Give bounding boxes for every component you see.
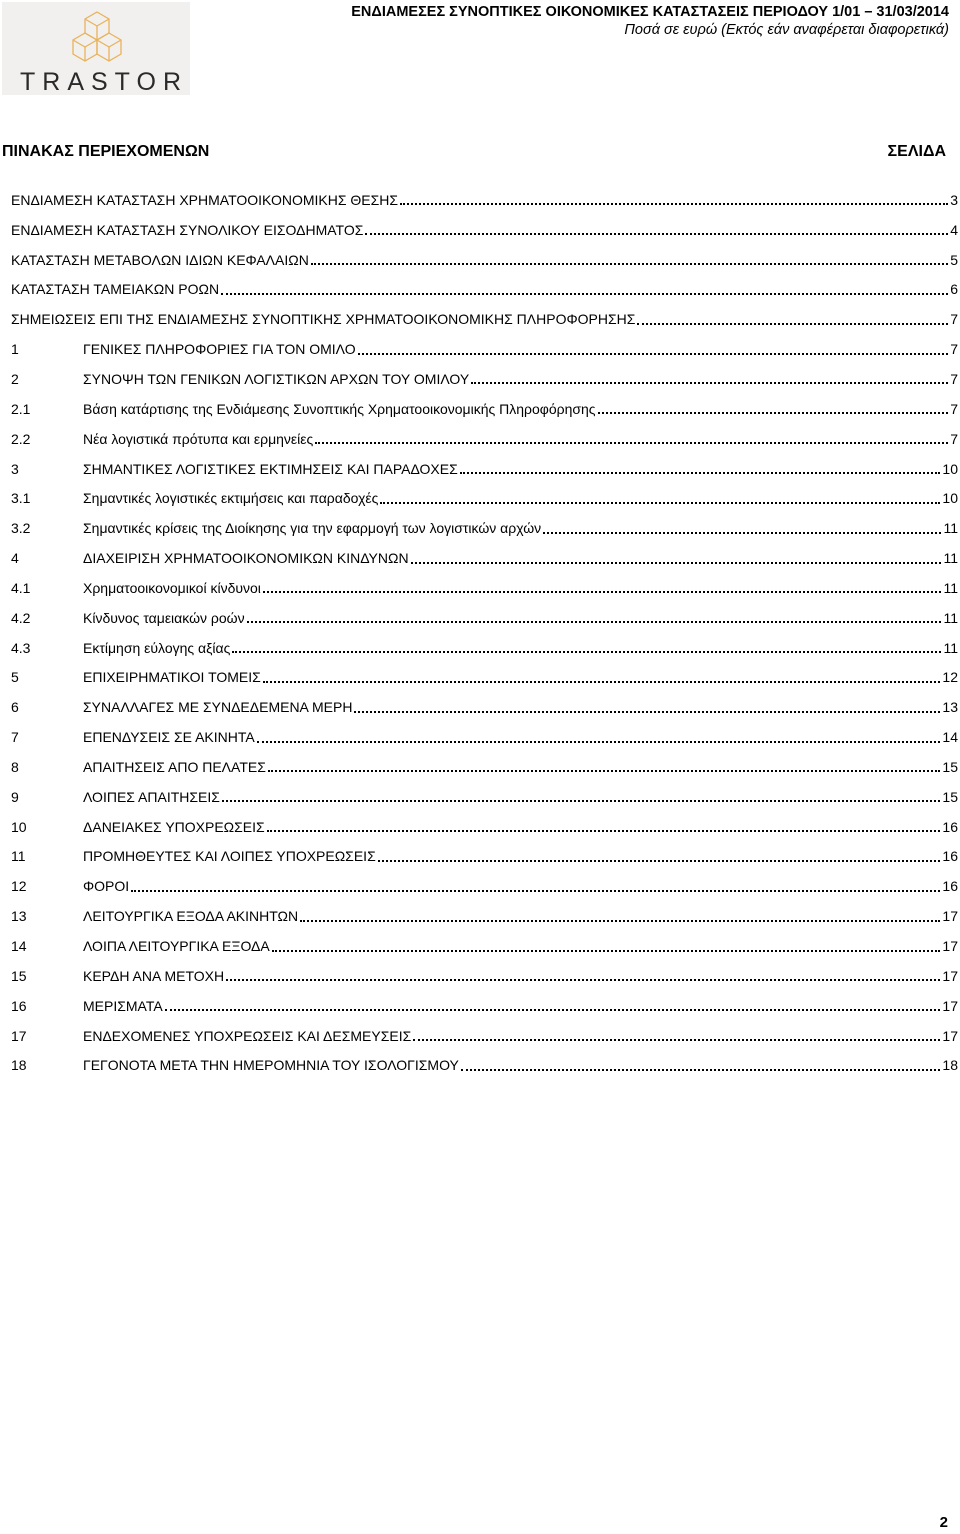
- toc-entry-title: ΛΟΙΠΕΣ ΑΠΑΙΤΗΣΕΙΣ: [83, 788, 220, 805]
- toc-entry-page: 14: [942, 729, 958, 746]
- toc-entry[interactable]: [11, 842, 958, 872]
- table-of-contents: [11, 185, 958, 1080]
- toc-entry-number: 6: [11, 699, 19, 716]
- toc-entry[interactable]: [11, 991, 958, 1021]
- toc-dot-leader: [263, 681, 941, 683]
- document-header-subtitle: Ποσά σε ευρώ (Εκτός εάν αναφέρεται διαφορετικά): [624, 22, 949, 38]
- toc-dot-leader: [300, 920, 940, 922]
- toc-entry-title: ΛΟΙΠΑ ΛΕΙΤΟΥΡΓΙΚΑ ΕΞΟΔΑ: [83, 938, 270, 955]
- toc-entry-page: 17: [942, 967, 958, 984]
- toc-entry-page: 7: [950, 311, 958, 328]
- toc-entry-number: 16: [11, 997, 27, 1014]
- toc-entry-title: ΓΕΓΟΝΟΤΑ ΜΕΤΑ ΤΗΝ ΗΜΕΡΟΜΗΝΙΑ ΤΟΥ ΙΣΟΛΟΓΙΣΜΟΥ: [83, 1057, 459, 1074]
- toc-entry-number: 2.1: [11, 400, 31, 417]
- toc-dot-leader: [272, 950, 941, 952]
- toc-entry-title: ΚΑΤΑΣΤΑΣΗ ΤΑΜΕΙΑΚΩΝ ΡΟΩΝ: [11, 281, 220, 298]
- toc-entry-number: 4.1: [11, 579, 31, 596]
- toc-dot-leader: [358, 353, 949, 355]
- toc-dot-leader: [232, 651, 941, 653]
- toc-dot-leader: [315, 442, 948, 444]
- toc-entry-page: 17: [942, 1027, 958, 1044]
- toc-entry[interactable]: [11, 573, 958, 603]
- toc-dot-leader: [365, 233, 948, 235]
- toc-entry-page: 11: [943, 579, 958, 596]
- toc-entry-page: 17: [942, 938, 958, 955]
- toc-entry[interactable]: [11, 663, 958, 693]
- toc-entry-page: 18: [942, 1057, 958, 1074]
- toc-entry-title: ΕΝΔΙΑΜΕΣΗ ΚΑΤΑΣΤΑΣΗ ΣΥΝΟΛΙΚΟΥ ΕΙΣΟΔΗΜΑΤΟΣ: [11, 221, 364, 238]
- toc-dot-leader: [268, 770, 941, 772]
- toc-entry-title: ΛΕΙΤΟΥΡΓΙΚΑ ΕΞΟΔΑ ΑΚΙΝΗΤΩΝ: [83, 908, 299, 925]
- toc-entry-title: Σημαντικές λογιστικές εκτιμήσεις και παραδοχές: [83, 490, 379, 507]
- toc-entry[interactable]: [11, 245, 958, 275]
- toc-dot-leader: [222, 800, 940, 802]
- toc-entry-title: ΣΗΜΕΙΩΣΕΙΣ ΕΠΙ ΤΗΣ ΕΝΔΙΑΜΕΣΗΣ ΣΥΝΟΠΤΙΚΗΣ ΧΡΗΜΑΤΟΟΙΚΟΝΟΜΙΚΗΣ ΠΛΗΡΟΦΟΡΗΣΗΣ: [11, 311, 636, 328]
- toc-entry-page: 5: [950, 251, 958, 268]
- toc-entry[interactable]: [11, 215, 958, 245]
- toc-entry-title: ΕΝΔΕΧΟΜΕΝΕΣ ΥΠΟΧΡΕΩΣΕΙΣ ΚΑΙ ΔΕΣΜΕΥΣΕΙΣ: [83, 1027, 412, 1044]
- toc-dot-leader: [543, 532, 941, 534]
- toc-entry[interactable]: [11, 752, 958, 782]
- toc-entry[interactable]: [11, 633, 958, 663]
- toc-entry[interactable]: [11, 782, 958, 812]
- toc-entry-title: ΚΕΡΔΗ ΑΝΑ ΜΕΤΟΧΗ: [83, 967, 225, 984]
- toc-entry-title: Νέα λογιστικά πρότυπα και ερμηνείες: [83, 430, 314, 447]
- toc-dot-leader: [411, 562, 942, 564]
- toc-entry-page: 17: [942, 997, 958, 1014]
- toc-entry[interactable]: [11, 185, 958, 215]
- toc-entry-title: Βάση κατάρτισης της Ενδιάμεσης Συνοπτικής Χρηματοοικονομικής Πληροφόρησης: [83, 400, 596, 417]
- toc-entry-title: ΕΠΙΧΕΙΡΗΜΑΤΙΚΟΙ ΤΟΜΕΙΣ: [83, 669, 261, 686]
- toc-entry-page: 3: [950, 191, 958, 208]
- toc-entry-number: 12: [11, 878, 27, 895]
- toc-dot-leader: [471, 382, 948, 384]
- toc-entry-title: ΕΠΕΝΔΥΣΕΙΣ ΣΕ ΑΚΙΝΗΤΑ: [83, 729, 255, 746]
- toc-entry-number: 3: [11, 460, 19, 477]
- toc-dot-leader: [380, 502, 940, 504]
- toc-entry-page: 10: [942, 460, 958, 477]
- toc-entry-number: 18: [11, 1057, 27, 1074]
- toc-dot-leader: [267, 830, 941, 832]
- toc-dot-leader: [413, 1039, 940, 1041]
- toc-entry-title: Εκτίμηση εύλογης αξίας: [83, 639, 231, 656]
- toc-entry[interactable]: [11, 692, 958, 722]
- toc-entry-title: ΔΑΝΕΙΑΚΕΣ ΥΠΟΧΡΕΩΣΕΙΣ: [83, 818, 265, 835]
- toc-entry-title: Χρηματοοικονομικοί κίνδυνοι: [83, 579, 261, 596]
- toc-dot-leader: [378, 860, 941, 862]
- page-number: 2: [939, 1514, 948, 1531]
- toc-entry[interactable]: [11, 364, 958, 394]
- toc-entry-title: ΦΟΡΟΙ: [83, 878, 130, 895]
- toc-entry-number: 10: [11, 818, 27, 835]
- toc-entry-number: 4.3: [11, 639, 31, 656]
- toc-entry-page: 11: [943, 639, 958, 656]
- toc-entry-number: 15: [11, 967, 27, 984]
- toc-entry-title: ΜΕΡΙΣΜΑΤΑ: [83, 997, 163, 1014]
- toc-entry-page: 7: [950, 430, 958, 447]
- toc-entry-number: 2.2: [11, 430, 31, 447]
- toc-dot-leader: [460, 472, 941, 474]
- toc-dot-leader: [226, 979, 940, 981]
- toc-entry[interactable]: [11, 931, 958, 961]
- toc-dot-leader: [400, 203, 948, 205]
- toc-entry-number: 5: [11, 669, 19, 686]
- toc-entry-page: 17: [942, 908, 958, 925]
- toc-entry-number: 3.2: [11, 520, 31, 537]
- toc-entry[interactable]: [11, 334, 958, 364]
- toc-dot-leader: [131, 890, 940, 892]
- toc-entry-page: 16: [942, 848, 958, 865]
- toc-entry[interactable]: [11, 901, 958, 931]
- document-header-title: ΕΝΔΙΑΜΕΣΕΣ ΣΥΝΟΠΤΙΚΕΣ ΟΙΚΟΝΟΜΙΚΕΣ ΚΑΤΑΣΤΑΣΕΙΣ ΠΕΡΙΟΔΟΥ 1/01 – 31/03/2014: [351, 4, 949, 20]
- toc-entry-number: 9: [11, 788, 19, 805]
- toc-entry-page: 4: [950, 221, 958, 238]
- toc-entry[interactable]: [11, 304, 958, 334]
- toc-entry-number: 13: [11, 908, 27, 925]
- toc-dot-leader: [354, 711, 940, 713]
- toc-dot-leader: [165, 1009, 941, 1011]
- toc-entry-title: ΣΥΝΑΛΛΑΓΕΣ ΜΕ ΣΥΝΔΕΔΕΜΕΝΑ ΜΕΡΗ: [83, 699, 353, 716]
- toc-entry-page: 11: [943, 550, 958, 567]
- toc-entry-title: ΓΕΝΙΚΕΣ ΠΛΗΡΟΦΟΡΙΕΣ ΓΙΑ ΤΟΝ ΟΜΙΛΟ: [83, 341, 356, 358]
- toc-entry[interactable]: [11, 513, 958, 543]
- logo-wordmark: TRASTOR: [20, 68, 188, 96]
- toc-heading: ΠΙΝΑΚΑΣ ΠΕΡΙΕΧΟΜΕΝΩΝ: [2, 143, 210, 160]
- toc-entry-page: 6: [950, 281, 958, 298]
- toc-entry-title: Κίνδυνος ταμειακών ροών: [83, 609, 245, 626]
- toc-dot-leader: [637, 323, 948, 325]
- toc-entry-title: ΣΗΜΑΝΤΙΚΕΣ ΛΟΓΙΣΤΙΚΕΣ ΕΚΤΙΜΗΣΕΙΣ ΚΑΙ ΠΑΡΑΔΟΧΕΣ: [83, 460, 458, 477]
- toc-entry-title: ΕΝΔΙΑΜΕΣΗ ΚΑΤΑΣΤΑΣΗ ΧΡΗΜΑΤΟΟΙΚΟΝΟΜΙΚΗΣ ΘΕΣΗΣ: [11, 191, 399, 208]
- toc-entry[interactable]: [11, 454, 958, 484]
- toc-entry-title: ΚΑΤΑΣΤΑΣΗ ΜΕΤΑΒΟΛΩΝ ΙΔΙΩΝ ΚΕΦΑΛΑΙΩΝ: [11, 251, 309, 268]
- toc-entry-number: 4.2: [11, 609, 31, 626]
- toc-dot-leader: [263, 591, 942, 593]
- toc-entry[interactable]: [11, 424, 958, 454]
- toc-entry-title: ΣΥΝΟΨΗ ΤΩΝ ΓΕΝΙΚΩΝ ΛΟΓΙΣΤΙΚΩΝ ΑΡΧΩΝ ΤΟΥ ΟΜΙΛΟΥ: [83, 370, 470, 387]
- toc-entry-number: 2: [11, 370, 19, 387]
- toc-entry-page: 16: [942, 878, 958, 895]
- toc-entry-number: 14: [11, 938, 27, 955]
- toc-page-heading: ΣΕΛΙΔΑ: [887, 143, 946, 160]
- toc-entry-page: 7: [950, 341, 958, 358]
- toc-entry-number: 3.1: [11, 490, 31, 507]
- toc-entry-page: 7: [950, 370, 958, 387]
- toc-dot-leader: [311, 263, 948, 265]
- toc-entry-title: ΔΙΑΧΕΙΡΙΣΗ ΧΡΗΜΑΤΟΟΙΚΟΝΟΜΙΚΩΝ ΚΙΝΔΥΝΩΝ: [83, 550, 409, 567]
- toc-entry-number: 8: [11, 758, 19, 775]
- toc-entry[interactable]: [11, 543, 958, 573]
- toc-entry[interactable]: [11, 1050, 958, 1080]
- toc-dot-leader: [598, 412, 949, 414]
- toc-entry-page: 11: [943, 609, 958, 626]
- toc-dot-leader: [247, 621, 942, 623]
- toc-entry-page: 15: [942, 758, 958, 775]
- toc-dot-leader: [461, 1069, 941, 1071]
- toc-entry-page: 11: [943, 520, 958, 537]
- toc-entry-title: ΠΡΟΜΗΘΕΥΤΕΣ ΚΑΙ ΛΟΙΠΕΣ ΥΠΟΧΡΕΩΣΕΙΣ: [83, 848, 376, 865]
- toc-entry[interactable]: [11, 722, 958, 752]
- toc-entry[interactable]: [11, 483, 958, 513]
- toc-entry[interactable]: [11, 961, 958, 991]
- toc-entry-page: 12: [942, 669, 958, 686]
- toc-entry-page: 15: [942, 788, 958, 805]
- company-logo: [2, 2, 190, 95]
- toc-entry[interactable]: [11, 394, 958, 424]
- toc-entry-title: ΑΠΑΙΤΗΣΕΙΣ ΑΠΟ ΠΕΛΑΤΕΣ: [83, 758, 266, 775]
- toc-entry-title: Σημαντικές κρίσεις της Διοίκησης για την εφαρμογή των λογιστικών αρχών: [83, 520, 542, 537]
- toc-entry-number: 1: [11, 341, 19, 358]
- toc-entry-page: 10: [942, 490, 958, 507]
- toc-entry-page: 13: [942, 699, 958, 716]
- toc-entry[interactable]: [11, 603, 958, 633]
- toc-entry-number: 7: [11, 729, 19, 746]
- toc-entry[interactable]: [11, 275, 958, 305]
- toc-entry[interactable]: [11, 1021, 958, 1051]
- toc-dot-leader: [221, 293, 948, 295]
- toc-entry-number: 17: [11, 1027, 27, 1044]
- toc-entry-page: 16: [942, 818, 958, 835]
- toc-entry[interactable]: [11, 871, 958, 901]
- toc-dot-leader: [257, 741, 941, 743]
- toc-entry[interactable]: [11, 812, 958, 842]
- toc-entry-number: 4: [11, 550, 19, 567]
- toc-entry-number: 11: [11, 848, 26, 865]
- toc-entry-page: 7: [950, 400, 958, 417]
